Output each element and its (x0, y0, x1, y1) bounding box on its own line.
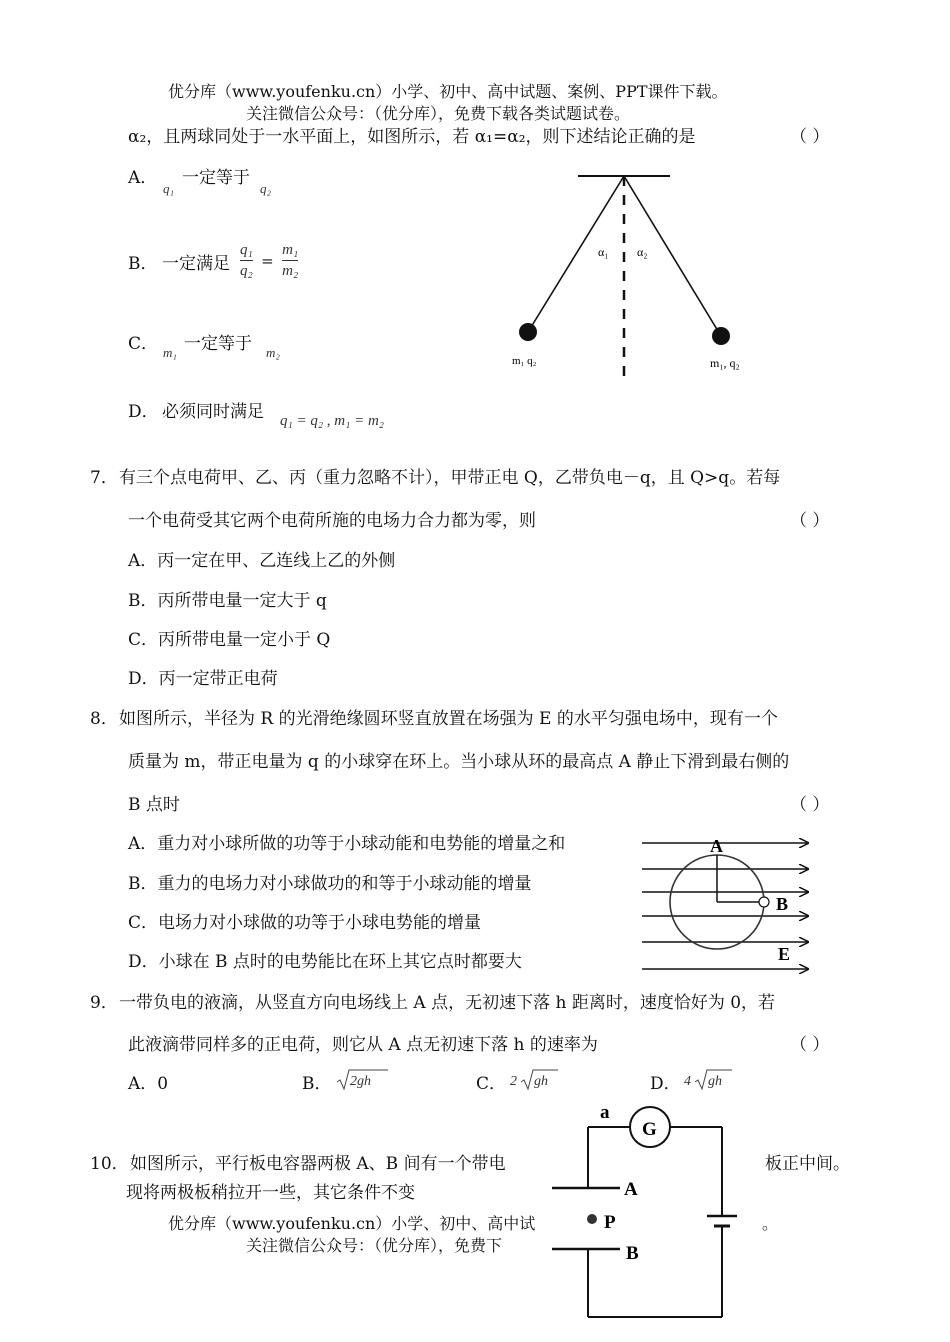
q6-b-equals: = (261, 251, 274, 270)
q7-option-a: A．丙一定在甲、乙连线上乙的外侧 (128, 551, 396, 571)
left-ball (519, 323, 537, 341)
footer-line-1-start: 优分库（www.youfenku.cn）小学、初中、高中试 (168, 1214, 536, 1233)
q7-line-1: 有三个点电荷甲、乙、丙（重力忽略不计），甲带正电 Q，乙带负电－q，且 Q>q。若每 (119, 468, 781, 488)
q6-option-d-label: D． (128, 402, 159, 422)
point-a-label: A (710, 836, 723, 856)
q10-circuit-figure (548, 1094, 748, 1326)
q7-option-c: C．丙所带电量一定小于 Q (128, 630, 331, 650)
q8-answer-paren: （ ） (790, 795, 830, 815)
q8-option-b: B．重力的电场力对小球做功的和等于小球动能的增量 (128, 874, 532, 894)
alpha2-label: α₂ (637, 245, 648, 259)
left-string (528, 176, 624, 332)
q8-option-c: C．电场力对小球做的功等于小球电势能的增量 (128, 913, 482, 933)
charged-particle (587, 1214, 597, 1224)
q8-ring-field-figure (638, 826, 818, 978)
q6-option-b-label: B． (128, 254, 158, 274)
q9-line-1: 一带负电的液滴，从竖直方向电场线上 A 点，无初速下落 h 距离时，速度恰好为 0，若 (119, 993, 776, 1013)
sqrt-d-coef: 4 (684, 1074, 691, 1089)
q7-number: 7． (90, 468, 118, 488)
q6-b-frac-q: $\frac{\text{q₁}}{\text{q₂}}$ (240, 242, 253, 279)
point-b-label: B (776, 894, 789, 914)
q9-option-c-label: C． (476, 1074, 507, 1094)
q9-option-b-sqrt (336, 1068, 396, 1092)
node-a-label: a (600, 1102, 610, 1123)
sqrt-b-text: 2gh (350, 1074, 371, 1089)
q9-line-2: 此液滴带同样多的正电荷，则它从 A 点无初速下落 h 的速率为 (128, 1035, 598, 1055)
footer-line-1-end: 。 (762, 1214, 779, 1233)
q9-option-d-label: D． (650, 1074, 681, 1094)
q8-number: 8． (90, 709, 118, 729)
q9-option-a: A．0 (128, 1074, 169, 1094)
q8-line-1: 如图所示，半径为 R 的光滑绝缘圆环竖直放置在场强为 E 的水平匀强电场中，现有一个 (119, 709, 778, 729)
q6-answer-paren: （ ） (790, 127, 830, 147)
q6-option-c-m1: m₁ (163, 345, 177, 360)
q8-option-d: D．小球在 B 点时的电势能比在环上其它点时都要大 (128, 952, 522, 972)
small-ball (759, 897, 769, 907)
footer-line-2-start: 关注微信公众号：（优分库），免费下 (246, 1236, 503, 1255)
q9-number: 9． (90, 993, 118, 1013)
battery-text-mask (698, 1206, 728, 1234)
field-e-label: E (778, 944, 791, 964)
q7-answer-paren: （ ） (790, 511, 830, 531)
header-line-1: 优分库（www.youfenku.cn）小学、初中、高中试题、案例、PPT课件下载。 (168, 82, 728, 101)
q6-stem: α₂，且两球同处于一水平面上，如图所示，若 α₁=α₂，则下述结论正确的是 (128, 127, 696, 147)
right-ball (712, 327, 730, 345)
q6-option-c-text: 一定等于 (184, 334, 252, 354)
q9-option-b-label: B． (302, 1074, 332, 1094)
header-line-2: 关注微信公众号：（优分库），免费下载各类试题试卷。 (246, 104, 631, 123)
q6-b-frac-m: $\frac{\text{m₁}}{\text{m₂}}$ (282, 242, 299, 279)
q6-pendulum-figure (500, 170, 760, 385)
q8-line-3: B 点时 (128, 795, 180, 815)
q6-option-a-text: 一定等于 (182, 168, 250, 188)
sqrt-d-text: gh (708, 1074, 722, 1089)
q10-line-1-start: 如图所示，平行板电容器两极 A、B 间有一个带电 (130, 1154, 506, 1174)
plate-b-label: B (626, 1243, 639, 1264)
alpha1-label: α₁ (598, 245, 609, 259)
circuit-text-mask (548, 1168, 620, 1250)
q7-line-2: 一个电荷受其它两个电荷所施的电场力合力都为零，则 (128, 511, 536, 531)
right-ball-label: m₁, q₂ (710, 356, 740, 370)
q8-line-2: 质量为 m，带正电量为 q 的小球穿在环上。当小球从环的最高点 A 静止下滑到最右侧的 (128, 752, 790, 772)
q6-option-b-formula (240, 240, 298, 281)
sqrt-c-coef: 2 (510, 1074, 517, 1089)
q10-line-1-end: 板正中间。 (765, 1154, 850, 1174)
sqrt-c-text: gh (534, 1074, 548, 1089)
q7-option-d: D．丙一定带正电荷 (128, 669, 278, 689)
left-ball-label: m₁ q₂ (512, 355, 537, 367)
plate-a-label: A (624, 1179, 638, 1200)
q9-option-c-sqrt (510, 1068, 570, 1092)
q6-option-c-m2: m₂ (266, 345, 280, 360)
q10-number: 10． (90, 1154, 129, 1174)
q6-option-a-q2: q₂ (260, 181, 272, 196)
q10-line-2: 现将两极板稍拉开一些，其它条件不变 (126, 1183, 415, 1203)
q9-option-d-sqrt (684, 1068, 744, 1092)
q6-option-c-label: C． (128, 334, 159, 354)
q6-option-b-text: 一定满足 (162, 254, 230, 274)
q8-option-a: A．重力对小球所做的功等于小球动能和电势能的增量之和 (128, 834, 566, 854)
q7-option-b: B．丙所带电量一定大于 q (128, 591, 327, 611)
q6-option-d-formula: q₁ = q₂ , m₁ = m₂ (280, 413, 385, 429)
q6-option-a-label: A． (128, 168, 158, 188)
q6-option-d-text: 必须同时满足 (162, 402, 264, 422)
q9-answer-paren: （ ） (790, 1035, 830, 1055)
galvanometer-label: G (642, 1119, 657, 1140)
particle-p-label: P (604, 1212, 616, 1233)
q6-option-a-q1: q₁ (163, 181, 175, 196)
